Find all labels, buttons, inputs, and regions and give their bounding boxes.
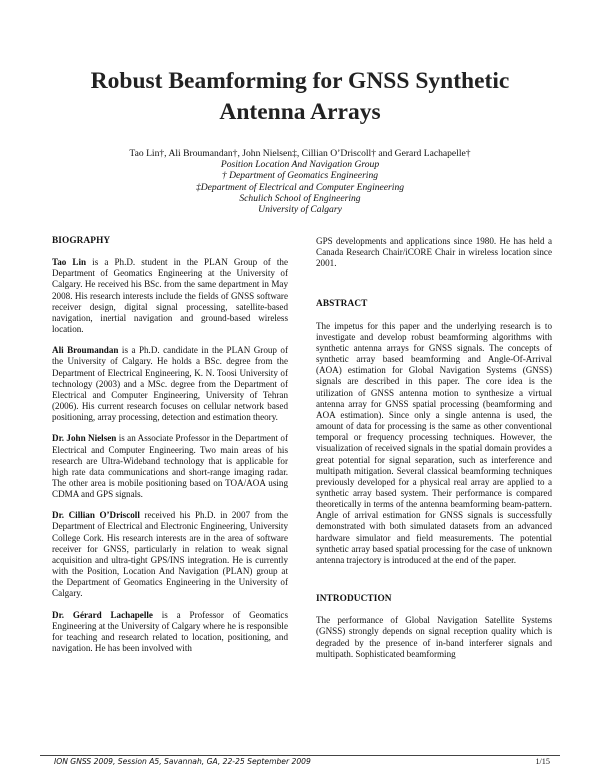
introduction-heading: INTRODUCTION: [316, 594, 392, 605]
bio-text: is an Associate Professor in the Department of Electrical and Computer Engineering. Two main areas of his research are Ultra-Wideband technology that is applicable for high rate data communications and short-range imaging radar. The other area is mobile positioning based on TOA/AOA using CDMA and GPS signals.: [52, 433, 288, 500]
introduction-text: The performance of Global Navigation Satellite Systems (GNSS) strongly depends on signal reception quality which is degraded by the presence of in-band interferer signals and multipath. Sophisticated beamforming: [316, 615, 552, 659]
biography-heading: BIOGRAPHY: [52, 236, 111, 246]
bio-name: Ali Broumandan: [52, 345, 119, 356]
bio-paragraph: [52, 433, 288, 500]
footer-conference: ION GNSS 2009, Session A5, Savannah, GA, 22-25 September 2009: [54, 757, 311, 766]
abstract-heading: ABSTRACT: [316, 299, 368, 310]
affiliation-3: ‡Department of Electrical and Computer Engineering: [195, 181, 405, 193]
footer-divider: [40, 755, 560, 756]
title-line-1: Robust Beamforming for GNSS Synthetic: [90, 68, 510, 94]
author-block: [40, 148, 560, 215]
left-column: [52, 236, 288, 664]
bio-paragraph: [52, 345, 288, 423]
bio-text: is a Professor of Geomatics Engineering at the University of Calgary where he is responsible for teaching and research related to location, positioning, and navigation. He has been involved with: [52, 609, 288, 653]
bio-paragraph: [52, 510, 288, 599]
affiliation-2: † Department of Geomatics Engineering: [221, 170, 379, 182]
affiliation-5: University of Calgary: [258, 204, 342, 216]
bio-text: received his Ph.D. in 2007 from the Department of Electrical and Electronic Engineering, University College Cork. His research interests are in the area of software receiver for GNSS, particularly in relation to weak signal acquisition and ultra-tight GPS/INS integration. He is currently with the Position, Location And Navigation (PLAN) group at the Department of Geomatics Engineering in the University of Calgary.: [52, 510, 288, 599]
affiliation-1: Position Location And Navigation Group: [220, 159, 380, 171]
bio-paragraph: [52, 257, 288, 335]
paper-title: [40, 66, 560, 128]
bio-paragraph: [52, 610, 288, 655]
bio-text: is a Ph.D. student in the PLAN Group of the Department of Geomatics Engineering at the University of Calgary. He received his BSc. from the same department in May 2008. His research interests include the fields of GNSS software receiver design, digital signal processing, satellite-based navigation, inertial navigation and ground-based wireless location.: [52, 257, 288, 335]
bio-name: Tao Lin: [52, 257, 87, 268]
abstract-text: The impetus for this paper and the underlying research is to investigate and develop robust beamforming algorithms with synthetic antenna arrays for GNSS signals. The concepts of synthetic array based beamforming and Angle-Of-Arrival (AOA) estimation for Global Navigation Systems (GNSS) signals are described in this paper. The core idea is the utilization of GNSS antenna motion to synthesize a virtual antenna array for GNSS spatial processing (beamforming and AOA estimation). Since only a single antenna is used, the amount of data for processing is the same as other conventional temporal or frequency processing techniques. However, the visualization of received signals in the spatial domain provides a great potential for signal separation, such as interference and multipath mitigation. Several classical beamforming techniques previously developed for a physical real array are applied to a synthetic array based system. Their performance is compared theoretically in terms of the antenna beamforming beam-pattern. Angle of arrival estimation for GNSS signals is successfully demonstrated with both simulated datasets from an advanced hardware simulator and field measurements. The potential synthetic array based spatial processing for the case of unknown antenna trajectory is introduced at the end of the paper.: [316, 320, 552, 565]
bio-name: Dr. John Nielsen: [52, 433, 117, 444]
bio-continuation: GPS developments and applications since 1980. He has held a Canada Research Chair/iCORE Chair in wireless location since 2001.: [316, 236, 552, 269]
right-column: [316, 236, 552, 670]
affiliation-4: Schulich School of Engineering: [239, 192, 361, 204]
bio-name: Dr. Cillian O’Driscoll: [52, 510, 140, 521]
title-line-2: Antenna Arrays: [219, 99, 381, 125]
bio-name: Dr. Gérard Lachapelle: [52, 609, 153, 620]
author-list: Tao Lin†, Ali Broumandan†, John Nielsen‡, Cillian O’Driscoll† and Gerard Lachapelle†: [129, 148, 471, 159]
bio-text: is a Ph.D. candidate in the PLAN Group of the University of Calgary. He holds a BSc. degree from the Department of Electrical Engineering, K. N. Toosi University of technology (2003) and a MSc. degree from the Department of Electrical and Computer Engineering, University of Tehran (2006). His current research focuses on cellular network based positioning, array processing, detection and estimation theory.: [52, 345, 288, 423]
page-number: 1/15: [535, 757, 550, 766]
